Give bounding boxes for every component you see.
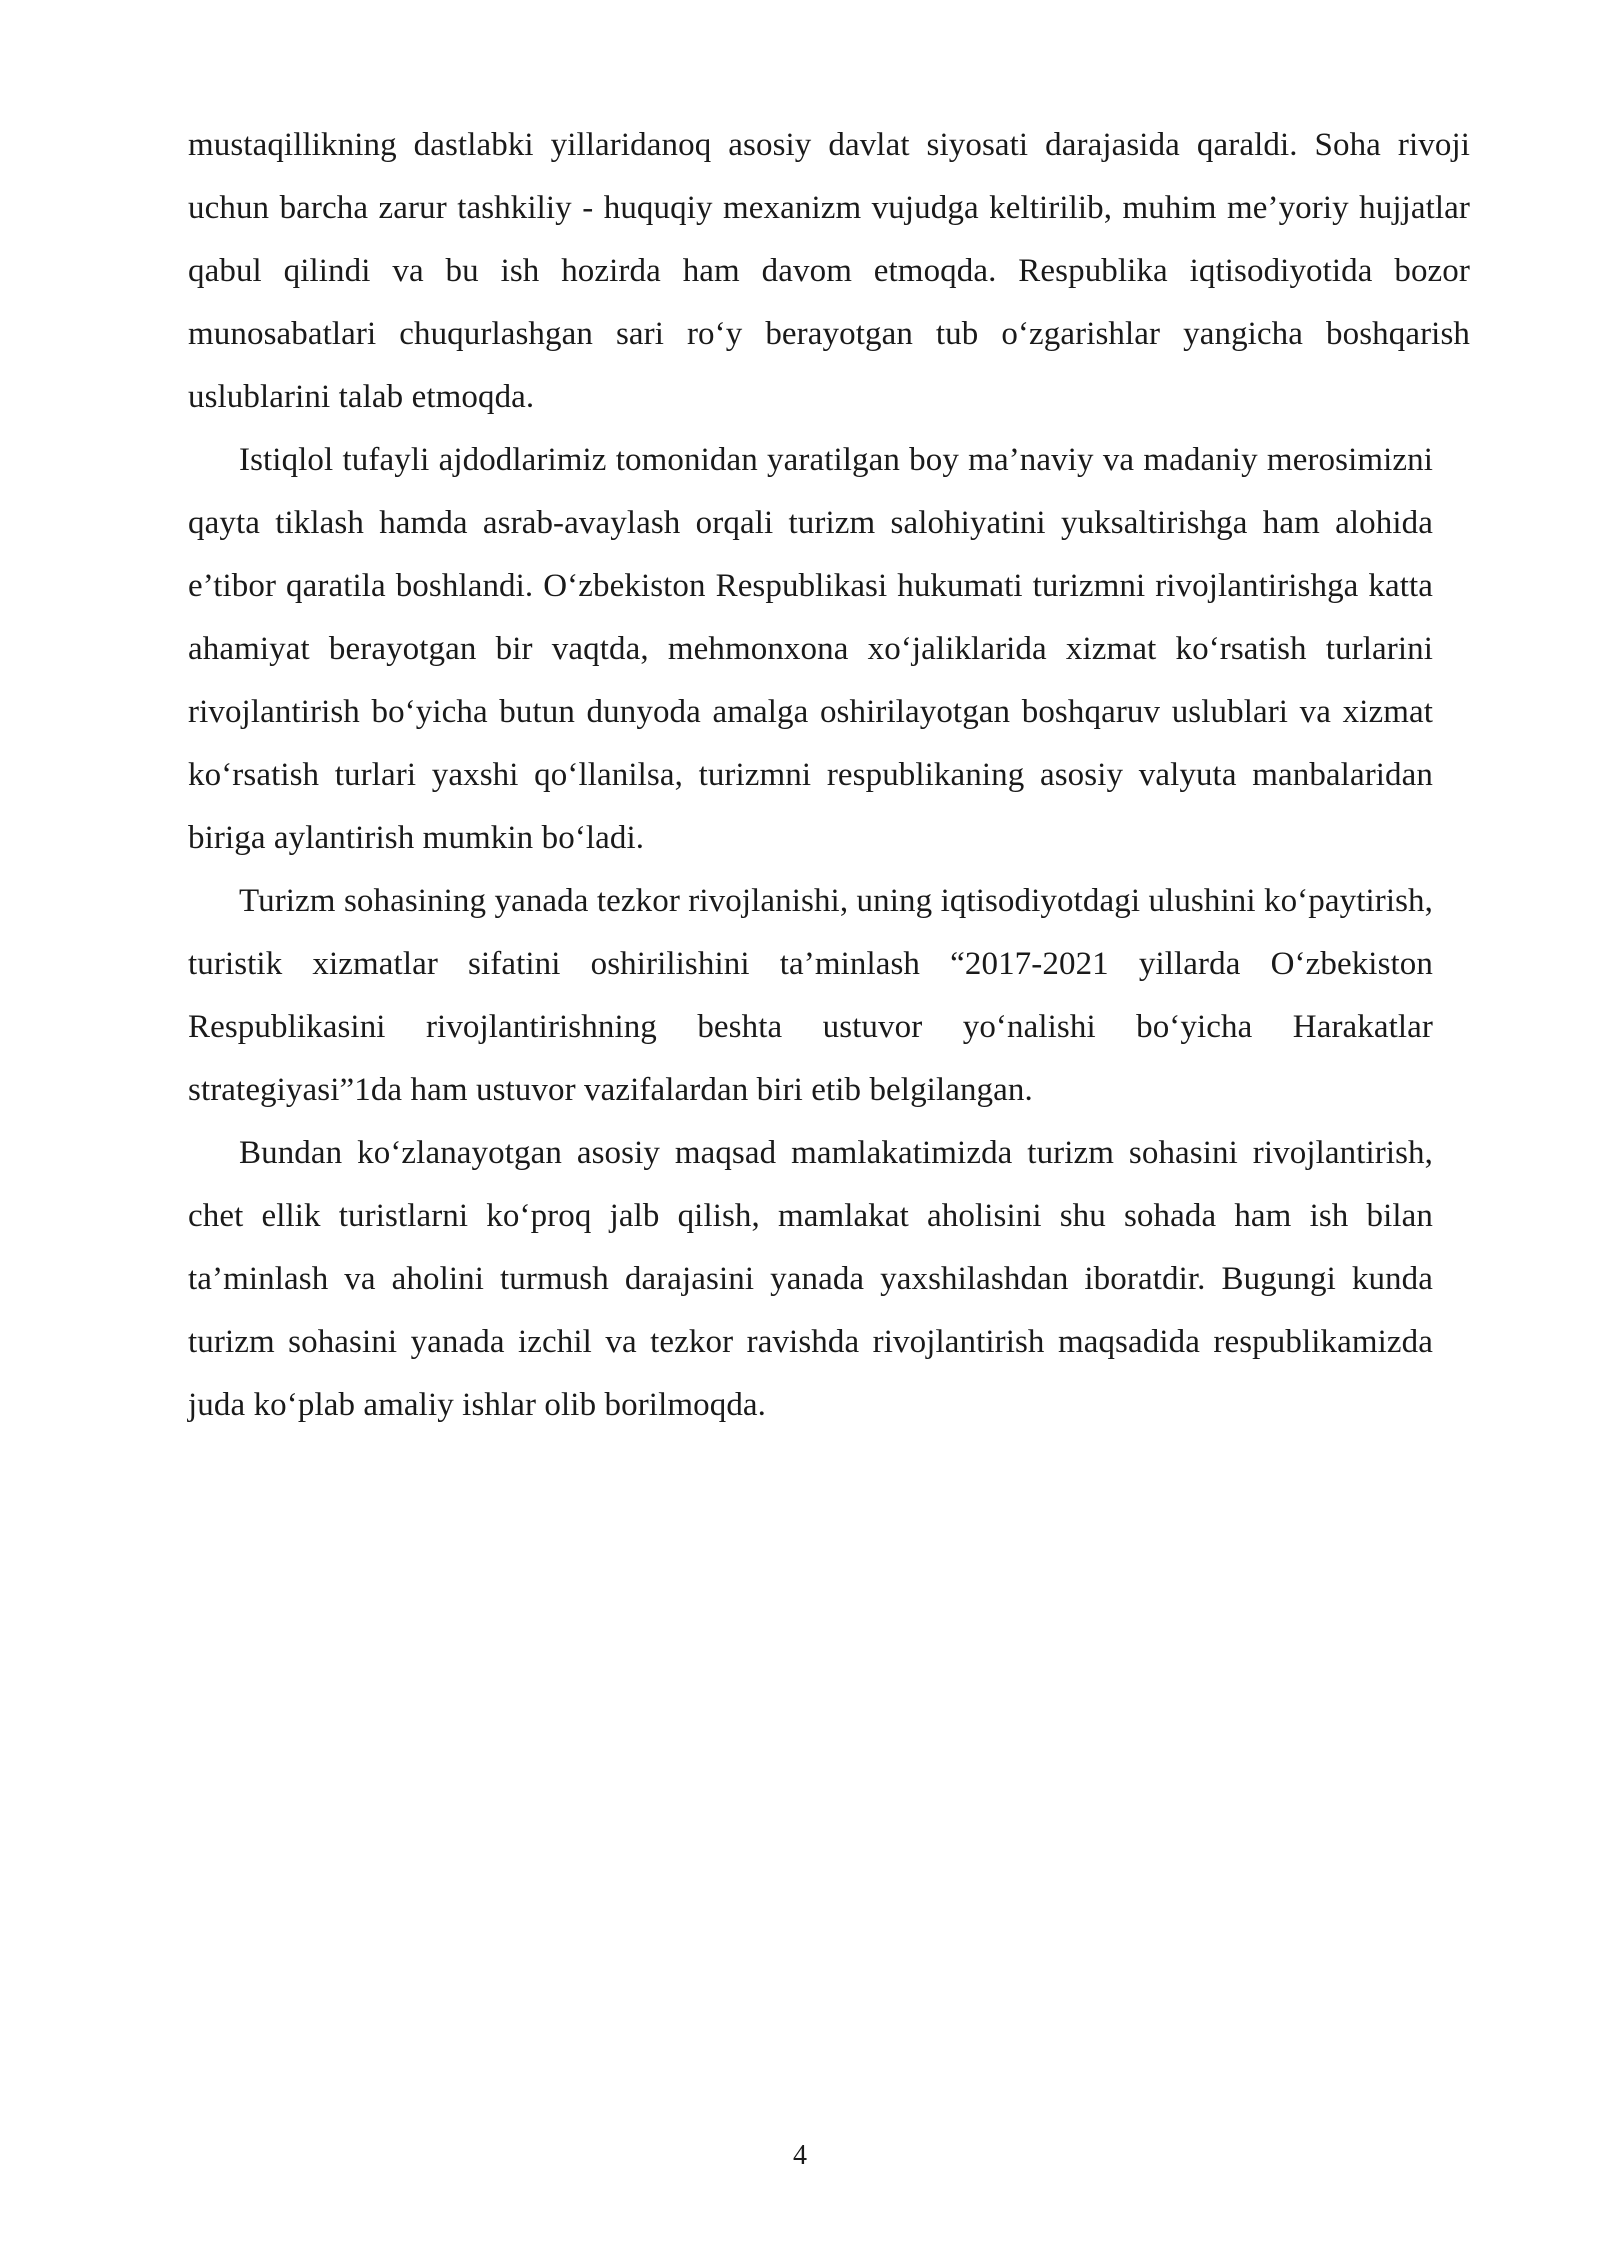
paragraph-1: mustaqillikning dastlabki yillaridanoq asosiy davlat siyosati darajasida qaraldi. Soha rivoji uchun barcha zarur tashkiliy - huquqiy mexanizm vujudga keltirilib, muhim me’yoriy hujjatlar qabul qilindi va bu ish hozirda ham davom etmoqda. Respublika iqtisodiyotida bozor munosabatlari chuqurlashgan sari ro‘y berayotgan tub o‘zgarishlar yangicha boshqarish uslublarini talab etmoqda.: [188, 127, 1470, 415]
paragraph-3: Turizm sohasining yanada tezkor rivojlanishi, uning iqtisodiyotdagi ulushini ko‘paytirish, turistik xizmatlar sifatini oshirilishini ta’minlash “2017-2021 yillarda O‘zbekiston Respublikasini rivojlantirishning beshta ustuvor yo‘nalishi bo‘yicha Harakatlar strategiyasi”1da ham ustuvor vazifalardan biri etib belgilangan.: [188, 883, 1433, 1108]
paragraph-2: Istiqlol tufayli ajdodlarimiz tomonidan yaratilgan boy ma’naviy va madaniy merosimizni qayta tiklash hamda asrab-avaylash orqali turizm salohiyatini yuksaltirishga ham alohida e’tibor qaratila boshlandi. O‘zbekiston Respublikasi hukumati turizmni rivojlantirishga katta ahamiyat berayotgan bir vaqtda, mehmonxona xo‘jaliklarida xizmat ko‘rsatish turlarini rivojlantirish bo‘yicha butun dunyoda amalga oshirilayotgan boshqaruv uslublari va xizmat ko‘rsatish turlari yaxshi qo‘llanilsa, turizmni respublikaning asosiy valyuta manbalaridan biriga aylantirish mumkin bo‘ladi.: [188, 442, 1433, 856]
paragraph-4: Bundan ko‘zlanayotgan asosiy maqsad mamlakatimizda turizm sohasini rivojlantirish, chet ellik turistlarni ko‘proq jalb qilish, mamlakat aholisini shu sohada ham ish bilan ta’minlash va aholini turmush darajasini yanada yaxshilashdan iboratdir. Bugungi kunda turizm sohasini yanada izchil va tezkor ravishda rivojlantirish maqsadida respublikamizda juda ko‘plab amaliy ishlar olib borilmoqda.: [188, 1135, 1433, 1423]
body-text: [188, 114, 1470, 1437]
page-number: 4: [793, 2140, 807, 2171]
